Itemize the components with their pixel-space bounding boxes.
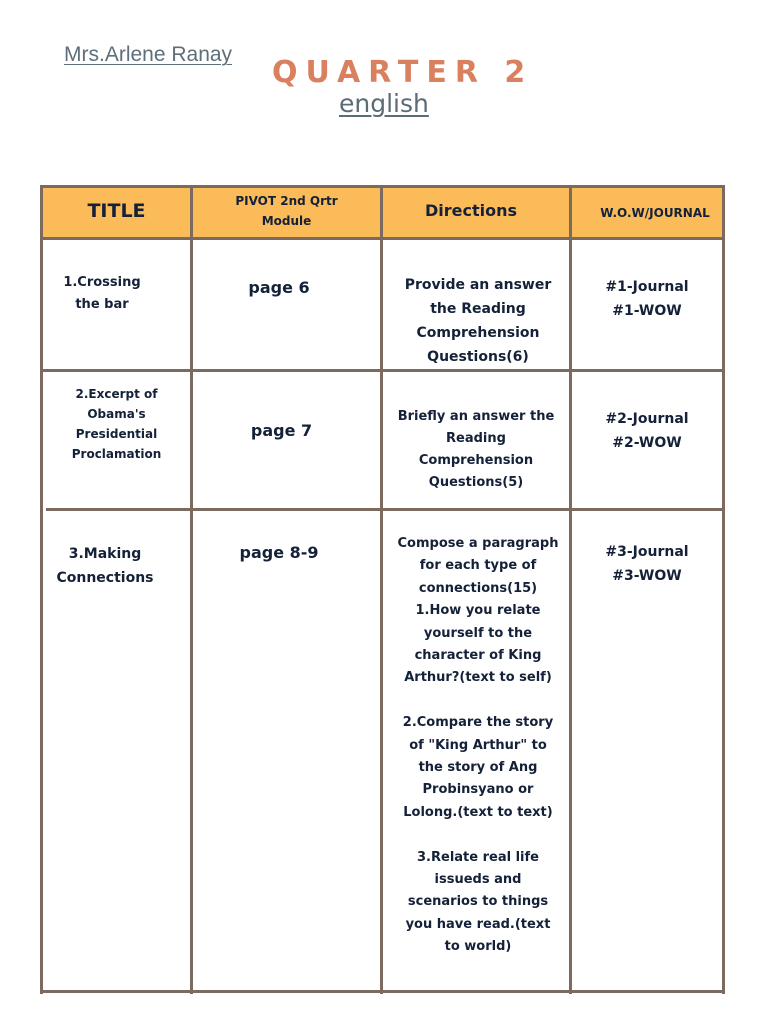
row-direction-line: 2.Compare the story: [402, 715, 554, 731]
row-direction-line: scenarios to things: [407, 894, 549, 910]
column-divider: [190, 185, 193, 994]
row-direction-line: 1.How you relate: [415, 603, 541, 619]
row-wow-line: #1-WOW: [612, 303, 682, 319]
column-header-label: W.O.W/JOURNAL: [600, 206, 710, 220]
table-border: [722, 185, 725, 994]
row-2-wow: [572, 407, 722, 455]
row-direction-line: Reading: [446, 431, 506, 446]
row-direction-line: Questions(6): [427, 349, 529, 365]
teacher-name: Mrs.Arlene Ranay: [64, 43, 233, 66]
column-header-directions: [383, 201, 559, 220]
row-direction-line: Lolong.(text to text): [403, 804, 553, 820]
row-direction-line: Arthur?(text to self): [404, 670, 552, 686]
column-header-label: Directions: [424, 201, 518, 220]
row-1-title: [43, 272, 161, 316]
row-direction-line: Probinsyano or: [422, 782, 534, 798]
row-direction-line: yourself to the: [423, 625, 533, 641]
row-title-line: Presidential: [75, 427, 158, 441]
column-header-label: Module: [261, 214, 312, 228]
row-page: page 7: [250, 421, 313, 440]
row-title-line: 1.Crossing: [63, 275, 141, 290]
row-direction-line: Compose a paragraph: [397, 536, 559, 551]
row-3-page: [193, 543, 365, 562]
row-page: page 6: [248, 278, 310, 297]
row-direction-line: 3.Relate real life: [417, 849, 539, 865]
row-direction-line: to world): [444, 939, 512, 955]
column-header-module: [193, 191, 380, 231]
subject-title: english: [339, 89, 429, 118]
row-2-directions: [383, 406, 569, 494]
row-direction-line: for each type of: [419, 558, 537, 574]
row-2-title: [43, 384, 190, 464]
row-title-line: Connections: [56, 570, 154, 586]
row-wow-line: #3-Journal: [605, 544, 689, 560]
row-3-title: [43, 542, 167, 590]
row-direction-line: Comprehension: [416, 325, 540, 341]
row-title-line: Obama's: [87, 407, 146, 421]
table-divider: [46, 508, 725, 511]
row-direction-line: Questions(5): [428, 475, 524, 490]
row-direction-line: Briefly an answer the: [397, 409, 555, 424]
row-title-line: 2.Excerpt of: [75, 387, 158, 401]
row-direction-line: Provide an answer: [404, 277, 552, 293]
row-direction-line: connections(15): [418, 580, 538, 596]
row-2-page: [193, 421, 370, 440]
row-direction-line: character of King: [414, 648, 542, 664]
column-header-label: TITLE: [87, 200, 146, 222]
row-title-line: Proclamation: [71, 447, 162, 461]
row-page: page 8-9: [239, 543, 319, 562]
row-1-page: [193, 278, 365, 297]
row-1-wow: [572, 275, 722, 323]
row-title-line: the bar: [75, 297, 129, 312]
row-wow-line: #2-WOW: [612, 435, 682, 451]
row-direction-line: the Reading: [430, 301, 526, 317]
row-direction-line: of "King Arthur" to: [409, 737, 547, 753]
row-direction-line: Comprehension: [418, 453, 534, 468]
column-header-wow: [585, 206, 725, 220]
row-direction-line: the story of Ang: [418, 760, 538, 776]
row-3-directions: [383, 533, 573, 959]
column-header-label: PIVOT 2nd Qrtr: [235, 194, 338, 208]
row-wow-line: #3-WOW: [612, 568, 682, 584]
column-header-title: [43, 200, 190, 222]
row-direction-line: issueds and: [434, 872, 522, 888]
row-3-wow: [572, 540, 722, 588]
quarter-title: QUARTER 2: [272, 55, 534, 90]
activity-table: [40, 185, 725, 994]
row-direction-line: you have read.(text: [405, 916, 551, 932]
row-wow-line: #1-Journal: [605, 279, 689, 295]
row-wow-line: #2-Journal: [605, 411, 689, 427]
row-title-line: 3.Making: [68, 546, 142, 562]
row-1-directions: [383, 273, 573, 369]
